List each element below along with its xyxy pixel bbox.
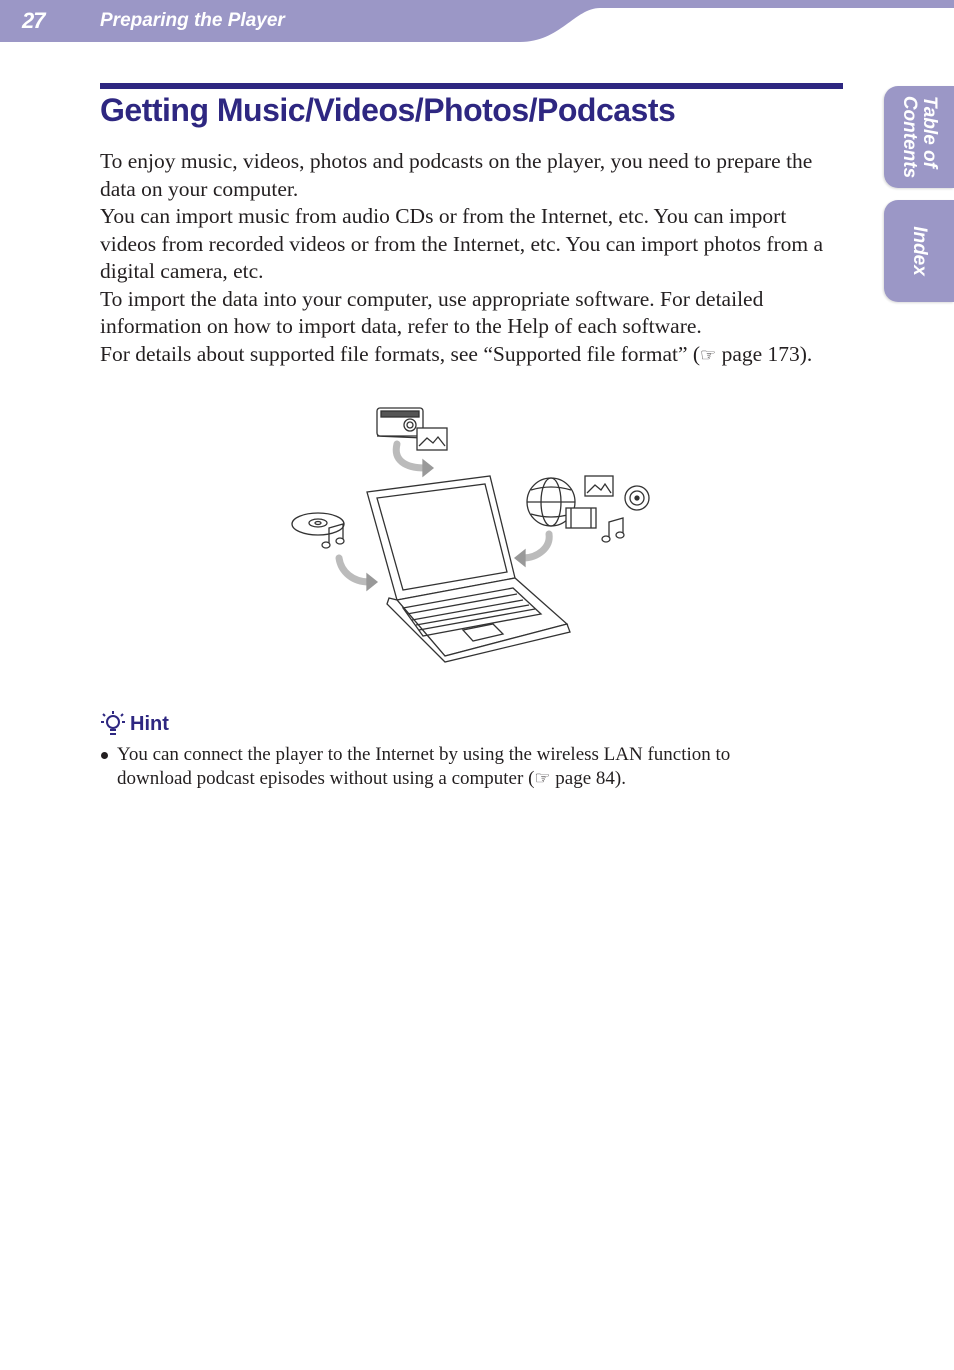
title-rule	[100, 83, 843, 89]
hint-item-text: You can connect the player to the Internet by using the wireless LAN function to download podcast episodes without using a computer (	[117, 744, 731, 789]
paragraph-3: To import the data into your computer, use appropriate software. For detailed information on how to import data, refer to the Help of each software.	[100, 286, 764, 338]
arrow-icon	[339, 558, 369, 582]
paragraph-1: To enjoy music, videos, photos and podcasts on the player, you need to prepare the data on your computer.	[100, 149, 813, 201]
paragraph-2: You can import music from audio CDs or from the Internet, etc. You can import videos from recorded videos or from the Internet, etc. You can import photos from a digital camera, etc.	[100, 204, 824, 283]
cd-icon	[292, 513, 344, 535]
reference-icon: ☞	[534, 767, 551, 788]
section-title: Preparing the Player	[100, 10, 285, 31]
reference-icon: ☞	[700, 344, 717, 365]
film-icon	[566, 508, 596, 528]
photo-icon	[417, 428, 447, 450]
import-illustration	[285, 400, 665, 670]
page-title: Getting Music/Videos/Photos/Podcasts	[100, 92, 676, 128]
body-text	[100, 148, 845, 369]
page-link[interactable]: page 84).	[550, 767, 626, 789]
camera-icon	[377, 408, 423, 438]
hint-title: Hint	[130, 712, 169, 735]
lightbulb-icon	[100, 710, 126, 738]
page-link[interactable]: page 173).	[716, 341, 813, 366]
index-tab[interactable]	[884, 200, 954, 302]
paragraph-4-text: For details about supported file formats, see “Supported file format” (	[100, 341, 701, 366]
index-label: Index	[909, 226, 930, 276]
table-of-contents-tab[interactable]	[884, 86, 954, 188]
music-note-icon	[602, 518, 624, 542]
arrow-icon	[523, 534, 549, 558]
table-of-contents-label: Table of Contents	[899, 95, 940, 179]
hint-list	[100, 743, 800, 790]
paragraph-4	[100, 341, 845, 370]
page-number: 27	[22, 8, 45, 33]
podcast-icon	[625, 486, 649, 510]
hint-heading	[100, 710, 169, 738]
photo-icon	[585, 476, 613, 496]
hint-item	[100, 743, 800, 790]
